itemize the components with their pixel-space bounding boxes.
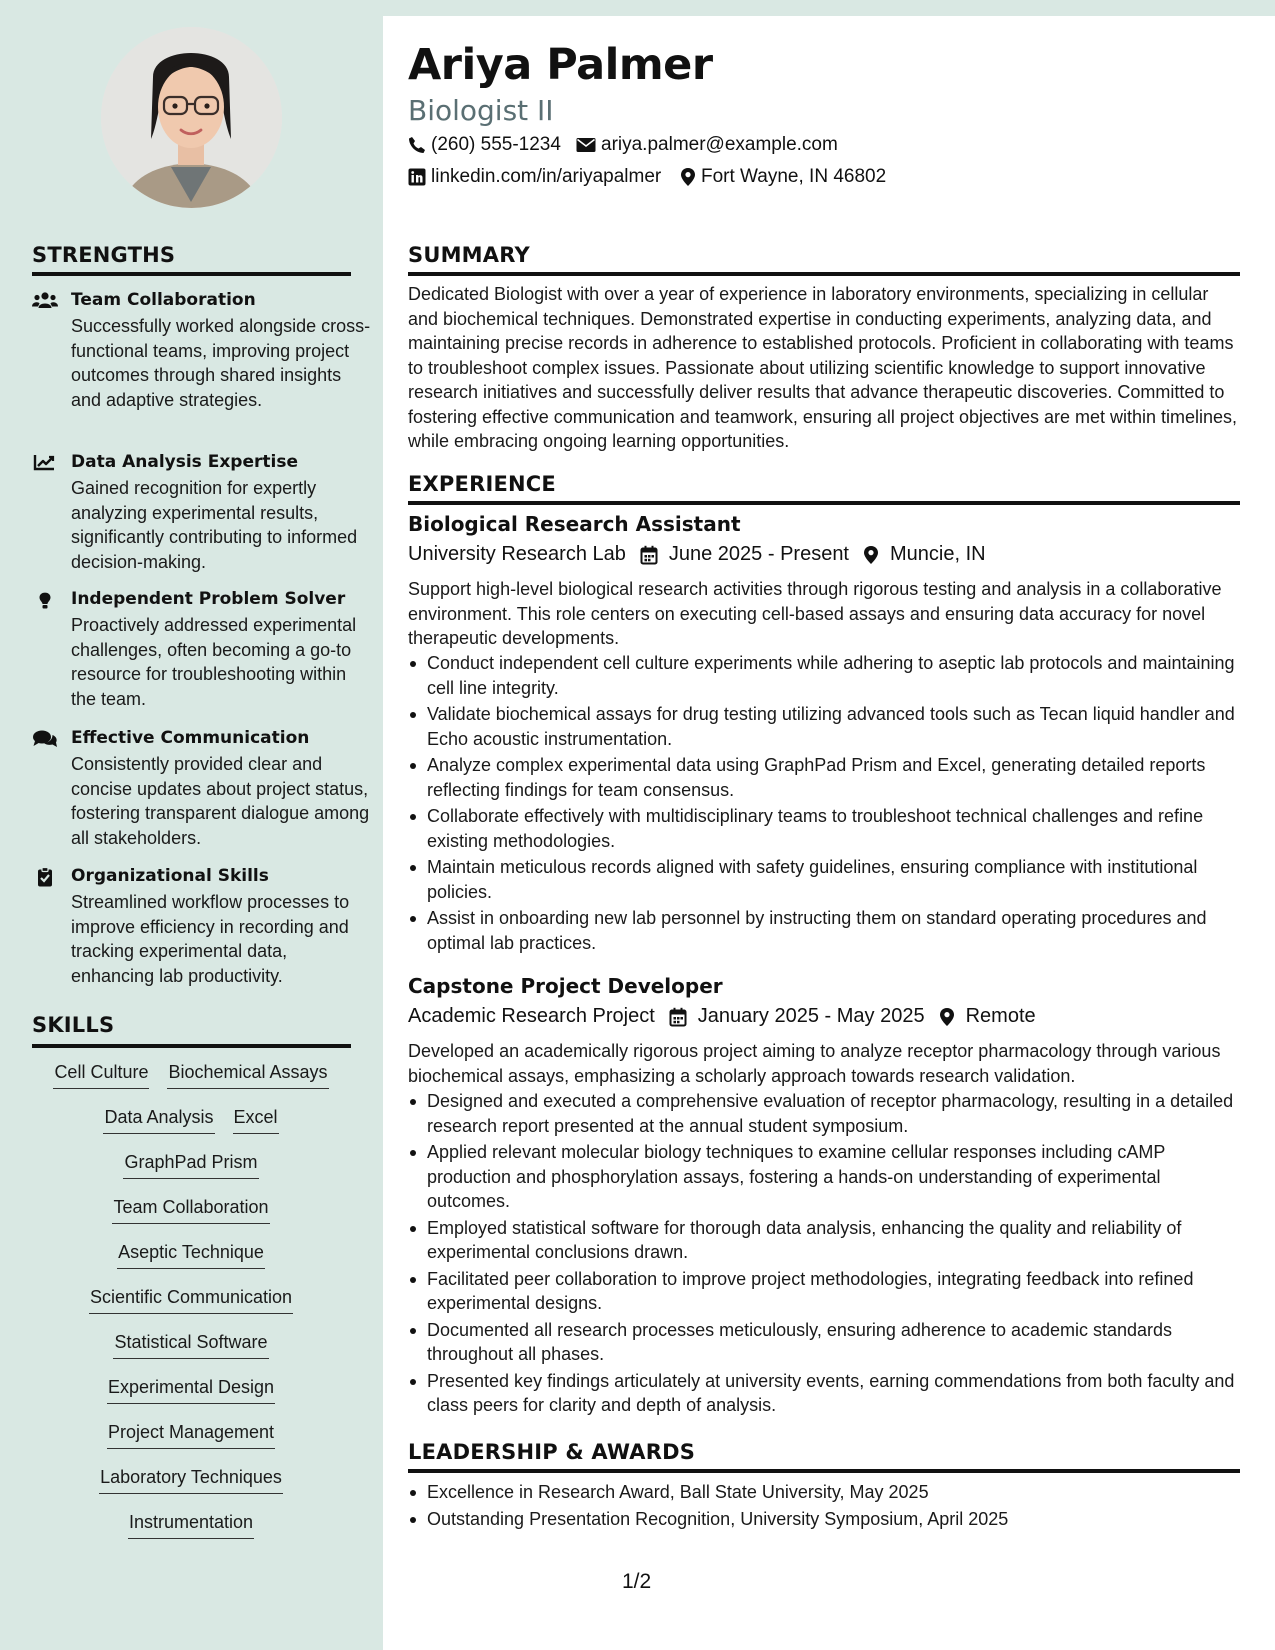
list-item: Validate biochemical assays for drug testing utilizing advanced tools such as Tecan liquid handler and Echo acoustic instrumentation. (408, 702, 1243, 751)
skills-title: SKILLS (32, 1013, 115, 1037)
strength-desc: Proactively addressed experimental challenges, often becoming a go-to resource for troubleshooting within the team. (71, 615, 357, 709)
contact-linkedin[interactable] (408, 166, 661, 188)
job-bullets (408, 1089, 1243, 1420)
skill-tag: Statistical Software (113, 1330, 268, 1359)
strength-desc: Streamlined workflow processes to improve efficiency in recording and tracking experimental data, enhancing lab productivity. (71, 892, 350, 986)
skill-tag: Cell Culture (53, 1060, 149, 1089)
experience-title: EXPERIENCE (408, 472, 556, 496)
job-meta (408, 1005, 1036, 1028)
map-pin-icon (863, 545, 879, 565)
list-item: Excellence in Research Award, Ball State University, May 2025 (408, 1480, 1243, 1505)
candidate-name: Ariya Palmer (408, 40, 713, 90)
list-item: Applied relevant molecular biology techniques to examine cellular responses including cAMP production and phosphorylation assays, fostering a hands-on understanding of experimental outcomes. (408, 1140, 1243, 1214)
page-number: 1/2 (622, 1570, 652, 1593)
job-description: Support high-level biological research activities through rigorous testing and analysis in a collaborative environment. This role centers on executing cell-based assays and ensuring data accuracy for novel therapeutic developments. (408, 579, 1222, 648)
skill-tag: Aseptic Technique (117, 1240, 265, 1269)
contact-phone (408, 134, 561, 156)
phone-text: (260) 555-1234 (431, 134, 561, 155)
phone-icon (408, 136, 426, 154)
list-item: Documented all research processes meticulously, ensuring adherence to academic standards throughout all phases. (408, 1318, 1243, 1367)
avatar (101, 27, 282, 208)
awards-list (408, 1480, 1243, 1533)
list-item: Designed and executed a comprehensive evaluation of receptor pharmacology, resulting in a detailed research report presented at the annual student symposium. (408, 1089, 1243, 1138)
contact-email[interactable] (576, 134, 838, 156)
skill-tag: Instrumentation (128, 1510, 254, 1539)
location-text: Fort Wayne, IN 46802 (701, 166, 887, 187)
job-dates: June 2025 - Present (668, 543, 849, 565)
skill-tag: Biochemical Assays (167, 1060, 328, 1089)
map-pin-icon (939, 1007, 955, 1027)
job-description: Developed an academically rigorous project aiming to analyze receptor pharmacology through various biochemical assays, emphasizing a scholarly approach towards research validation. (408, 1041, 1221, 1086)
job-dates: January 2025 - May 2025 (697, 1005, 925, 1027)
summary-title: SUMMARY (408, 243, 530, 267)
list-item: Conduct independent cell culture experiments while adhering to aseptic lab protocols and maintaining cell line integrity. (408, 651, 1243, 700)
skill-tag: Data Analysis (103, 1105, 214, 1134)
strengths-rule (32, 272, 351, 276)
chart-line-icon (32, 453, 58, 473)
strength-desc: Successfully worked alongside cross-functional teams, improving project outcomes through shared insights and adaptive strategies. (71, 316, 371, 410)
list-item: Facilitated peer collaboration to improve project methodologies, integrating feedback into refined experimental designs. (408, 1267, 1243, 1316)
lightbulb-icon (32, 590, 58, 610)
strength-desc: Gained recognition for expertly analyzing experimental results, significantly contributing to informed decision-making. (71, 478, 358, 572)
job-location: Muncie, IN (890, 543, 986, 565)
job-bullets (408, 651, 1243, 957)
email-text[interactable]: ariya.palmer@example.com (601, 134, 838, 155)
job-meta (408, 543, 986, 566)
calendar-icon (669, 1007, 687, 1027)
linkedin-icon (408, 168, 426, 186)
awards-title: LEADERSHIP & AWARDS (408, 1440, 696, 1464)
strength-title: Effective Communication (71, 728, 310, 748)
strength-title: Data Analysis Expertise (71, 452, 298, 472)
envelope-icon (576, 137, 596, 153)
map-pin-icon (680, 167, 696, 187)
candidate-role: Biologist II (408, 94, 554, 127)
summary-rule (408, 272, 1240, 276)
contact-location (680, 166, 886, 188)
skill-tag: GraphPad Prism (123, 1150, 258, 1179)
list-item: Collaborate effectively with multidisciplinary teams to troubleshoot technical challenges and refine existing methodologies. (408, 804, 1243, 853)
list-item: Employed statistical software for thorough data analysis, enhancing the quality and reliability of experimental conclusions drawn. (408, 1216, 1243, 1265)
job-org: University Research Lab (408, 543, 626, 565)
list-item: Presented key findings articulately at university events, earning commendations from both faculty and class peers for clarity and depth of analysis. (408, 1369, 1243, 1418)
experience-rule (408, 501, 1240, 505)
job-title: Capstone Project Developer (408, 974, 723, 998)
skill-tag: Scientific Communication (89, 1285, 293, 1314)
skill-tag: Project Management (107, 1420, 275, 1449)
strengths-title: STRENGTHS (32, 243, 176, 267)
list-item: Maintain meticulous records aligned with safety guidelines, ensuring compliance with institutional policies. (408, 855, 1243, 904)
avatar-portrait-icon (101, 27, 282, 208)
strength-desc: Consistently provided clear and concise updates about project status, fostering transparent dialogue among all stakeholders. (71, 754, 370, 848)
skill-tag: Laboratory Techniques (99, 1465, 283, 1494)
clipboard-check-icon (32, 867, 58, 887)
skill-tag: Experimental Design (107, 1375, 275, 1404)
summary-text: Dedicated Biologist with over a year of experience in laboratory environments, specializing in cellular and biochemical techniques. Demonstrated expertise in conducting experiments, analyzing data, and maintaining precise records in adherence to established protocols. Proficient in collaborating with teams to troubleshoot complex issues. Passionate about utilizing scientific knowledge to support innovative research initiatives and successfully deliver results that advance therapeutic discoveries. Committed to fostering effective communication and teamwork, ensuring all project objectives are met within timelines, while embracing ongoing learning opportunities. (408, 284, 1238, 451)
list-item: Outstanding Presentation Recognition, University Symposium, April 2025 (408, 1507, 1243, 1532)
awards-rule (408, 1469, 1240, 1473)
list-item: Assist in onboarding new lab personnel by instructing them on standard operating procedures and optimal lab practices. (408, 906, 1243, 955)
comments-icon (32, 729, 58, 749)
skill-tag: Excel (233, 1105, 279, 1134)
strength-title: Organizational Skills (71, 866, 269, 886)
job-org: Academic Research Project (408, 1005, 655, 1027)
strength-title: Team Collaboration (71, 290, 256, 310)
strength-title: Independent Problem Solver (71, 589, 346, 609)
job-title: Biological Research Assistant (408, 512, 741, 536)
job-location: Remote (965, 1005, 1036, 1027)
users-icon (32, 291, 58, 311)
skills-rule (32, 1044, 351, 1048)
list-item: Analyze complex experimental data using GraphPad Prism and Excel, generating detailed reports reflecting findings for team consensus. (408, 753, 1243, 802)
linkedin-text[interactable]: linkedin.com/in/ariyapalmer (431, 166, 662, 187)
skills-list (32, 1060, 350, 1555)
calendar-icon (640, 545, 658, 565)
skill-tag: Team Collaboration (112, 1195, 269, 1224)
